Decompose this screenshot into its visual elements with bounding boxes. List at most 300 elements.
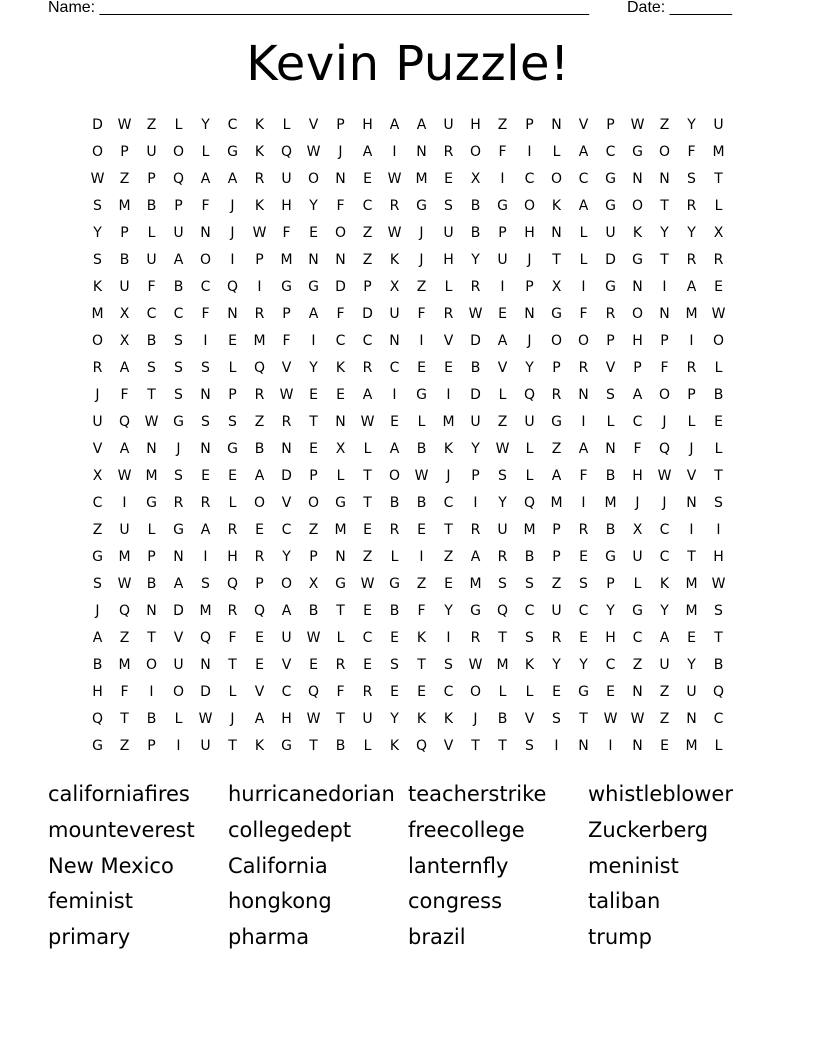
grid-row	[84, 627, 732, 654]
grid-letter: K	[659, 576, 670, 592]
grid-letter: I	[689, 333, 694, 349]
grid-letter: S	[525, 630, 534, 646]
grid-letter: L	[228, 360, 237, 376]
grid-letter: G	[551, 306, 562, 322]
grid-letter: N	[335, 252, 346, 268]
grid-letter: U	[146, 252, 157, 268]
grid-row	[84, 492, 732, 519]
grid-letter: O	[388, 468, 401, 484]
grid-letter: P	[525, 117, 534, 133]
grid-letter: D	[362, 306, 373, 322]
grid-letter: N	[335, 171, 346, 187]
grid-letter: R	[605, 306, 616, 322]
grid-letter: B	[470, 225, 481, 241]
grid-letter: Q	[253, 603, 266, 619]
grid-letter: P	[525, 279, 534, 295]
grid-letter: A	[308, 306, 319, 322]
grid-letter: K	[254, 738, 265, 754]
grid-letter: C	[605, 657, 616, 673]
grid-letter: I	[689, 522, 694, 538]
grid-letter: F	[579, 468, 588, 484]
grid-letter: W	[468, 306, 483, 322]
grid-letter: E	[309, 225, 318, 241]
grid-letter: I	[500, 279, 505, 295]
grid-letter: F	[633, 441, 642, 457]
grid-letter: T	[660, 198, 669, 214]
grid-letter: V	[281, 360, 292, 376]
grid-letter: E	[579, 549, 588, 565]
grid-letter: D	[470, 387, 481, 403]
grid-letter: I	[203, 333, 208, 349]
grid-letter: L	[579, 225, 588, 241]
grid-letter: F	[579, 306, 588, 322]
grid-letter: T	[687, 549, 696, 565]
grid-letter: Q	[118, 603, 131, 619]
grid-letter: X	[119, 306, 130, 322]
grid-letter: U	[92, 414, 103, 430]
grid-letter: R	[254, 306, 265, 322]
grid-letter: O	[577, 333, 590, 349]
grid-letter: A	[362, 144, 373, 160]
grid-letter: C	[659, 522, 670, 538]
grid-letter: Y	[552, 657, 561, 673]
grid-letter: W	[387, 225, 402, 241]
grid-letter: Y	[390, 711, 399, 727]
grid-letter: R	[578, 522, 589, 538]
grid-letter: E	[714, 279, 723, 295]
grid-letter: T	[147, 387, 156, 403]
grid-row	[84, 735, 732, 762]
grid-letter: T	[714, 630, 723, 646]
grid-letter: V	[605, 360, 616, 376]
grid-letter: W	[306, 630, 321, 646]
grid-letter: M	[442, 414, 455, 430]
grid-letter: S	[201, 576, 210, 592]
grid-letter: X	[92, 468, 103, 484]
grid-letter: E	[255, 630, 264, 646]
grid-letter: X	[389, 279, 400, 295]
grid-row	[84, 600, 732, 627]
grid-letter: Y	[498, 495, 507, 511]
grid-letter: G	[632, 252, 643, 268]
grid-letter: L	[606, 414, 615, 430]
grid-letter: H	[227, 549, 238, 565]
grid-letter: S	[498, 468, 507, 484]
grid-letter: K	[443, 441, 454, 457]
grid-row	[84, 438, 732, 465]
grid-letter: Q	[415, 738, 428, 754]
grid-letter: O	[469, 684, 482, 700]
grid-letter: L	[282, 117, 291, 133]
grid-letter: M	[496, 657, 509, 673]
grid-letter: I	[662, 279, 667, 295]
word-list-item: mounteverest	[48, 817, 195, 842]
grid-letter: O	[712, 333, 725, 349]
grid-letter: V	[173, 630, 184, 646]
grid-letter: L	[633, 576, 642, 592]
grid-letter: G	[605, 279, 616, 295]
grid-letter: L	[363, 738, 372, 754]
grid-letter: B	[146, 333, 157, 349]
grid-letter: P	[552, 522, 561, 538]
grid-letter: G	[605, 549, 616, 565]
grid-letter: J	[635, 495, 640, 511]
grid-letter: I	[419, 549, 424, 565]
grid-letter: U	[524, 414, 535, 430]
grid-letter: V	[308, 117, 319, 133]
grid-letter: K	[416, 711, 427, 727]
grid-row	[84, 411, 732, 438]
grid-letter: H	[92, 684, 103, 700]
grid-row	[84, 519, 732, 546]
grid-letter: D	[335, 279, 346, 295]
grid-letter: Z	[551, 576, 562, 592]
grid-letter: F	[282, 225, 291, 241]
word-list-item: californiafires	[48, 782, 190, 806]
grid-letter: U	[173, 225, 184, 241]
grid-letter: K	[524, 657, 535, 673]
grid-letter: I	[608, 738, 613, 754]
grid-letter: T	[417, 657, 426, 673]
grid-letter: M	[685, 738, 698, 754]
grid-letter: A	[254, 711, 265, 727]
grid-letter: T	[579, 711, 588, 727]
grid-letter: J	[95, 603, 100, 619]
grid-letter: E	[255, 657, 264, 673]
grid-letter: E	[606, 684, 615, 700]
date-field-label: Date: _______	[627, 0, 732, 16]
grid-letter: T	[336, 603, 345, 619]
grid-row	[84, 168, 732, 195]
grid-letter: O	[253, 495, 266, 511]
grid-letter: B	[146, 711, 157, 727]
grid-letter: A	[686, 279, 697, 295]
grid-letter: E	[390, 414, 399, 430]
grid-letter: R	[227, 522, 238, 538]
grid-letter: L	[498, 684, 507, 700]
grid-letter: B	[605, 522, 616, 538]
grid-letter: C	[173, 306, 184, 322]
grid-letter: S	[201, 414, 210, 430]
grid-letter: Q	[226, 279, 239, 295]
grid-letter: I	[446, 387, 451, 403]
grid-letter: K	[416, 630, 427, 646]
grid-letter: N	[200, 657, 211, 673]
grid-letter: J	[230, 198, 235, 214]
grid-row	[84, 114, 732, 141]
grid-letter: Y	[471, 441, 480, 457]
grid-letter: Z	[659, 711, 670, 727]
grid-letter: P	[498, 225, 507, 241]
grid-letter: H	[281, 198, 292, 214]
grid-row	[84, 384, 732, 411]
grid-letter: I	[419, 333, 424, 349]
grid-letter: A	[227, 171, 238, 187]
grid-letter: U	[497, 522, 508, 538]
grid-letter: R	[470, 630, 481, 646]
grid-letter: V	[92, 441, 103, 457]
grid-letter: J	[662, 414, 667, 430]
grid-letter: G	[335, 495, 346, 511]
grid-letter: W	[630, 117, 645, 133]
grid-letter: W	[306, 711, 321, 727]
grid-letter: S	[552, 711, 561, 727]
grid-letter: B	[713, 657, 724, 673]
grid-letter: R	[254, 549, 265, 565]
grid-letter: B	[524, 549, 535, 565]
grid-letter: G	[578, 684, 589, 700]
grid-letter: L	[714, 441, 723, 457]
grid-letter: U	[119, 522, 130, 538]
grid-letter: F	[201, 306, 210, 322]
grid-letter: P	[363, 279, 372, 295]
grid-letter: O	[91, 144, 104, 160]
grid-letter: Y	[660, 225, 669, 241]
grid-letter: V	[281, 495, 292, 511]
grid-letter: U	[470, 414, 481, 430]
grid-letter: A	[389, 441, 400, 457]
grid-letter: S	[687, 171, 696, 187]
grid-letter: M	[604, 495, 617, 511]
grid-letter: M	[280, 252, 293, 268]
grid-letter: C	[389, 360, 400, 376]
grid-letter: O	[280, 576, 293, 592]
grid-letter: F	[282, 333, 291, 349]
grid-letter: W	[630, 711, 645, 727]
grid-letter: T	[714, 171, 723, 187]
grid-letter: S	[498, 576, 507, 592]
grid-letter: U	[119, 279, 130, 295]
grid-letter: I	[500, 171, 505, 187]
grid-letter: M	[469, 576, 482, 592]
grid-letter: R	[443, 306, 454, 322]
grid-letter: I	[203, 549, 208, 565]
grid-letter: S	[444, 198, 453, 214]
grid-letter: K	[335, 360, 346, 376]
grid-letter: W	[360, 414, 375, 430]
grid-letter: Y	[471, 252, 480, 268]
grid-letter: U	[443, 225, 454, 241]
grid-letter: E	[363, 657, 372, 673]
grid-letter: I	[230, 252, 235, 268]
grid-letter: P	[660, 333, 669, 349]
grid-letter: Y	[309, 360, 318, 376]
grid-letter: J	[419, 225, 424, 241]
grid-letter: Z	[443, 549, 454, 565]
grid-letter: S	[174, 360, 183, 376]
grid-letter: C	[335, 333, 346, 349]
grid-letter: C	[632, 414, 643, 430]
grid-letter: N	[632, 684, 643, 700]
grid-letter: Q	[712, 684, 725, 700]
grid-letter: O	[199, 252, 212, 268]
grid-letter: M	[118, 549, 131, 565]
grid-row	[84, 465, 732, 492]
grid-row	[84, 276, 732, 303]
grid-letter: Z	[416, 576, 427, 592]
grid-letter: L	[147, 522, 156, 538]
grid-letter: Y	[660, 603, 669, 619]
grid-letter: A	[92, 630, 103, 646]
grid-letter: G	[470, 603, 481, 619]
grid-letter: R	[173, 495, 184, 511]
grid-letter: I	[527, 144, 532, 160]
grid-letter: M	[685, 306, 698, 322]
grid-letter: S	[444, 657, 453, 673]
grid-letter: Q	[523, 495, 536, 511]
grid-letter: H	[713, 549, 724, 565]
grid-row	[84, 708, 732, 735]
grid-letter: Y	[93, 225, 102, 241]
grid-letter: O	[631, 198, 644, 214]
grid-letter: Y	[687, 657, 696, 673]
grid-letter: R	[686, 198, 697, 214]
grid-letter: E	[687, 630, 696, 646]
grid-letter: R	[254, 387, 265, 403]
grid-letter: A	[416, 117, 427, 133]
grid-letter: G	[551, 414, 562, 430]
grid-letter: M	[415, 171, 428, 187]
grid-letter: S	[714, 603, 723, 619]
grid-letter: E	[390, 684, 399, 700]
grid-letter: S	[174, 387, 183, 403]
grid-letter: P	[552, 360, 561, 376]
grid-letter: U	[362, 711, 373, 727]
grid-row	[84, 141, 732, 168]
grid-letter: J	[473, 711, 478, 727]
grid-letter: R	[551, 387, 562, 403]
grid-letter: U	[497, 252, 508, 268]
grid-letter: G	[416, 387, 427, 403]
grid-letter: R	[281, 414, 292, 430]
grid-letter: G	[227, 441, 238, 457]
grid-letter: Q	[496, 603, 509, 619]
grid-letter: J	[446, 468, 451, 484]
grid-letter: L	[579, 252, 588, 268]
grid-letter: M	[145, 468, 158, 484]
grid-letter: X	[632, 522, 643, 538]
letter-grid	[84, 114, 732, 762]
grid-letter: B	[254, 441, 265, 457]
grid-letter: F	[336, 306, 345, 322]
grid-letter: N	[686, 711, 697, 727]
grid-letter: L	[444, 279, 453, 295]
grid-letter: X	[119, 333, 130, 349]
grid-letter: S	[174, 333, 183, 349]
grid-letter: R	[200, 495, 211, 511]
grid-letter: U	[551, 603, 562, 619]
grid-letter: E	[417, 522, 426, 538]
grid-letter: L	[687, 414, 696, 430]
grid-letter: G	[92, 549, 103, 565]
grid-letter: Z	[362, 549, 373, 565]
grid-letter: Z	[362, 225, 373, 241]
word-list-item: freecollege	[408, 817, 525, 842]
grid-letter: N	[578, 387, 589, 403]
grid-letter: O	[631, 306, 644, 322]
grid-letter: W	[144, 414, 159, 430]
grid-letter: G	[389, 576, 400, 592]
grid-row	[84, 195, 732, 222]
grid-letter: Y	[444, 603, 453, 619]
grid-letter: F	[687, 144, 696, 160]
grid-letter: N	[632, 171, 643, 187]
grid-letter: Z	[119, 738, 130, 754]
grid-letter: T	[228, 738, 237, 754]
grid-letter: N	[551, 225, 562, 241]
grid-letter: B	[308, 603, 319, 619]
grid-letter: U	[173, 657, 184, 673]
grid-letter: O	[334, 225, 347, 241]
grid-letter: A	[578, 144, 589, 160]
grid-letter: F	[228, 630, 237, 646]
word-list-item: New Mexico	[48, 853, 174, 878]
word-list-item: taliban	[588, 889, 661, 914]
grid-letter: D	[173, 603, 184, 619]
grid-letter: S	[525, 738, 534, 754]
grid-letter: L	[174, 711, 183, 727]
grid-letter: B	[470, 360, 481, 376]
grid-letter: I	[392, 144, 397, 160]
grid-letter: P	[282, 306, 291, 322]
grid-letter: Q	[280, 144, 293, 160]
grid-letter: X	[308, 576, 319, 592]
grid-letter: A	[200, 171, 211, 187]
grid-letter: P	[255, 576, 264, 592]
grid-letter: Z	[659, 117, 670, 133]
grid-letter: W	[387, 171, 402, 187]
grid-letter: C	[443, 495, 454, 511]
grid-letter: H	[281, 711, 292, 727]
grid-letter: E	[660, 738, 669, 754]
grid-letter: A	[578, 441, 589, 457]
grid-letter: A	[254, 468, 265, 484]
grid-letter: B	[389, 495, 400, 511]
grid-letter: R	[578, 360, 589, 376]
grid-letter: S	[390, 657, 399, 673]
grid-letter: B	[416, 441, 427, 457]
grid-letter: J	[95, 387, 100, 403]
grid-letter: X	[470, 171, 481, 187]
grid-letter: C	[605, 144, 616, 160]
grid-letter: O	[658, 144, 671, 160]
grid-letter: U	[146, 144, 157, 160]
grid-letter: L	[390, 549, 399, 565]
grid-letter: C	[578, 171, 589, 187]
grid-letter: C	[362, 630, 373, 646]
grid-letter: A	[470, 549, 481, 565]
grid-letter: L	[336, 468, 345, 484]
grid-letter: P	[471, 468, 480, 484]
grid-letter: O	[307, 171, 320, 187]
grid-letter: M	[685, 603, 698, 619]
grid-letter: P	[147, 171, 156, 187]
grid-letter: V	[254, 684, 265, 700]
grid-letter: N	[659, 171, 670, 187]
grid-letter: H	[605, 630, 616, 646]
grid-letter: O	[172, 684, 185, 700]
grid-letter: S	[201, 360, 210, 376]
grid-letter: S	[174, 468, 183, 484]
grid-letter: R	[335, 657, 346, 673]
grid-letter: A	[119, 360, 130, 376]
grid-letter: D	[605, 252, 616, 268]
grid-letter: O	[307, 495, 320, 511]
grid-letter: C	[659, 549, 670, 565]
grid-letter: N	[308, 252, 319, 268]
grid-letter: B	[146, 576, 157, 592]
grid-letter: Z	[551, 441, 562, 457]
